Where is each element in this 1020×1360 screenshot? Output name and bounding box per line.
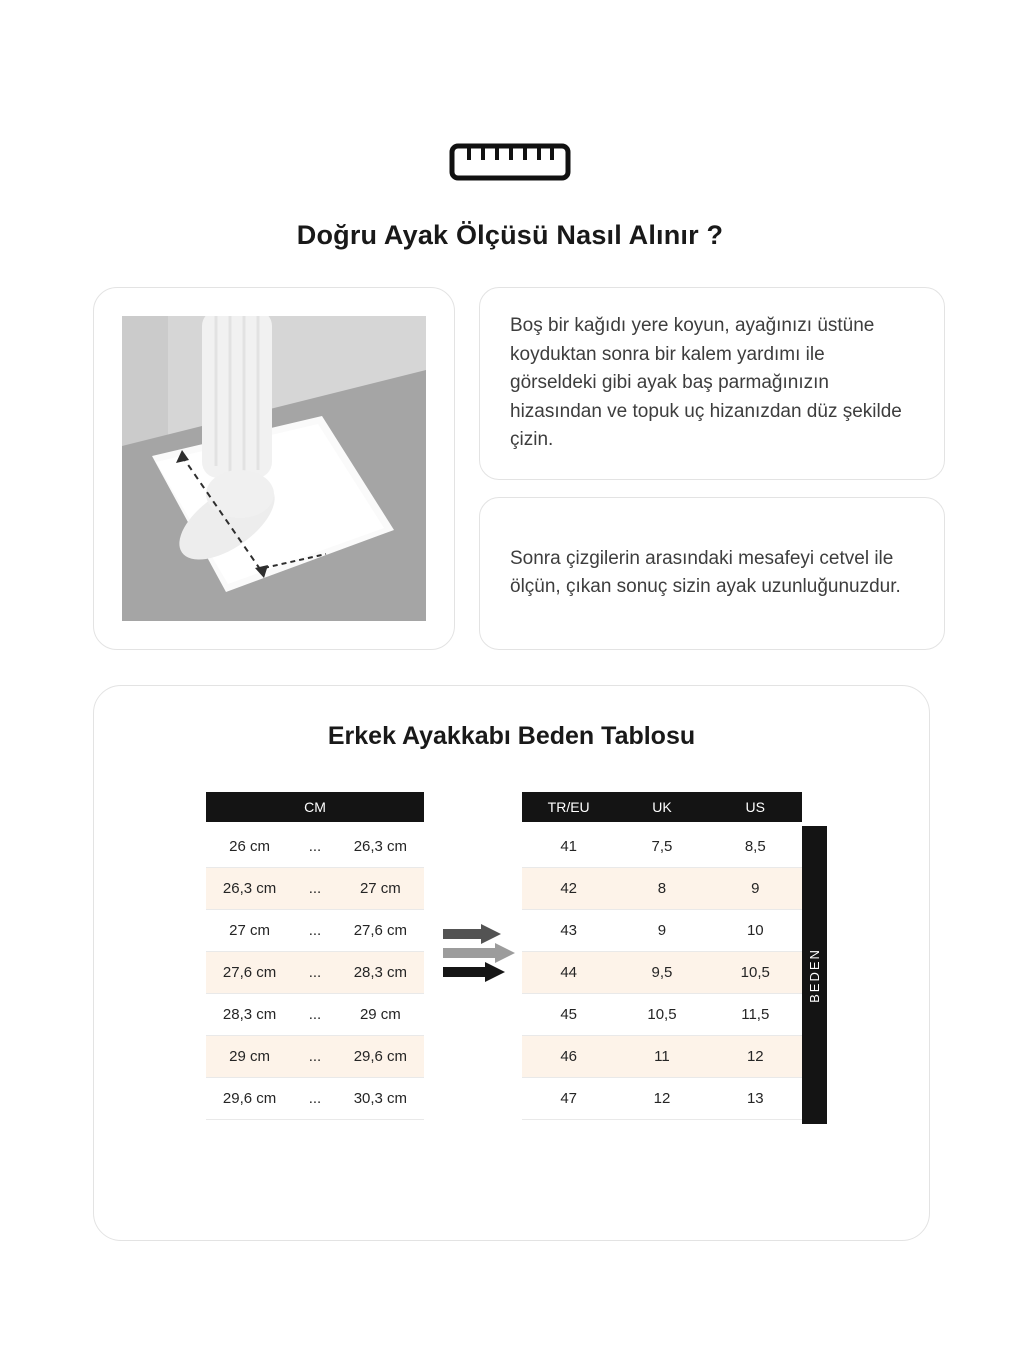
cm-to: 29,6 cm: [353, 1048, 408, 1065]
size-tr-eu: 43: [560, 922, 577, 939]
cm-size-table: [206, 792, 424, 1120]
cm-to: 27,6 cm: [353, 922, 408, 939]
instruction-text-1: Boş bir kağıdı yere koyun, ayağınızı üstüne koyduktan sonra bir kalem yardımı ile görseldeki gibi ayak baş parmağınızın hizasından ve topuk uç hizanızdan düz şekilde çizin.: [510, 315, 902, 450]
size-us: 12: [746, 1048, 764, 1065]
cm-from: 28,3 cm: [222, 1006, 277, 1023]
table-row: [522, 910, 802, 952]
instruction-card-2: [479, 497, 945, 651]
cm-from: 27,6 cm: [222, 964, 277, 981]
foot-measurement-photo-card: [93, 287, 455, 650]
size-uk: 8: [657, 880, 667, 897]
size-uk: 9: [657, 922, 667, 939]
transfer-arrows-icon: [439, 920, 517, 986]
foot-measurement-photo: [122, 316, 426, 621]
cm-separator: ...: [308, 922, 322, 939]
size-us: 11,5: [741, 1006, 770, 1023]
cm-from: 26 cm: [229, 838, 271, 855]
cm-to: 30,3 cm: [353, 1090, 408, 1107]
size-table-card: [93, 685, 930, 1241]
page-title: Doğru Ayak Ölçüsü Nasıl Alınır ?: [296, 220, 724, 250]
table-row: [522, 994, 802, 1036]
header-uk: UK: [652, 799, 672, 815]
table-row: [522, 952, 802, 994]
cm-to: 28,3 cm: [353, 964, 408, 981]
size-tr-eu: 46: [560, 1048, 577, 1065]
table-row: [206, 1036, 424, 1078]
table-row: [206, 826, 424, 868]
size-uk: 7,5: [651, 838, 673, 855]
size-tr-eu: 42: [560, 880, 577, 897]
table-row: [206, 868, 424, 910]
cm-separator: ...: [308, 880, 322, 897]
size-us: 9: [751, 880, 760, 897]
size-us: 13: [746, 1090, 764, 1107]
cm-to: 27 cm: [359, 880, 401, 897]
size-uk: 12: [653, 1090, 671, 1107]
size-tr-eu: 45: [560, 1006, 577, 1023]
cm-separator: ...: [308, 1048, 322, 1065]
cm-from: 29,6 cm: [222, 1090, 277, 1107]
size-tr-eu: 44: [560, 964, 577, 981]
table-row: [522, 826, 802, 868]
header-us: US: [745, 799, 765, 815]
size-table-title: Erkek Ayakkabı Beden Tablosu: [327, 722, 696, 750]
size-us: 10,5: [740, 964, 770, 981]
cm-to: 29 cm: [359, 1006, 401, 1023]
instructions-section: [93, 287, 945, 650]
instruction-cards: [479, 287, 945, 650]
beden-side-bar: [802, 826, 827, 1124]
header-tr-eu: TR/EU: [547, 799, 590, 815]
intl-table-header: [522, 792, 802, 822]
cm-separator: ...: [308, 1090, 322, 1107]
instruction-text-2: Sonra çizgilerin arasındaki mesafeyi cetvel ile ölçün, çıkan sonuç sizin ayak uzunluğunuzdur.: [510, 547, 901, 598]
size-uk: 10,5: [647, 1006, 677, 1023]
beden-label: BEDEN: [807, 947, 823, 1003]
size-us: 10: [746, 922, 764, 939]
cm-from: 29 cm: [229, 1048, 271, 1065]
cm-from: 27 cm: [229, 922, 271, 939]
table-row: [522, 868, 802, 910]
cm-from: 26,3 cm: [222, 880, 277, 897]
table-row: [522, 1078, 802, 1120]
table-row: [522, 1036, 802, 1078]
intl-size-table: [522, 792, 802, 1120]
cm-separator: ...: [308, 964, 322, 981]
cm-separator: ...: [308, 1006, 322, 1023]
cm-table-header: CM: [206, 792, 424, 822]
size-us: 8,5: [744, 838, 766, 855]
table-row: [206, 994, 424, 1036]
table-row: [206, 952, 424, 994]
ruler-icon: [0, 142, 1020, 182]
instruction-card-1: [479, 287, 945, 480]
size-tr-eu: 47: [560, 1090, 577, 1107]
cm-separator: ...: [308, 838, 322, 855]
size-uk: 11: [654, 1048, 670, 1065]
size-tr-eu: 41: [560, 838, 577, 855]
table-row: [206, 910, 424, 952]
size-uk: 9,5: [651, 964, 673, 981]
cm-to: 26,3 cm: [353, 838, 408, 855]
table-row: [206, 1078, 424, 1120]
